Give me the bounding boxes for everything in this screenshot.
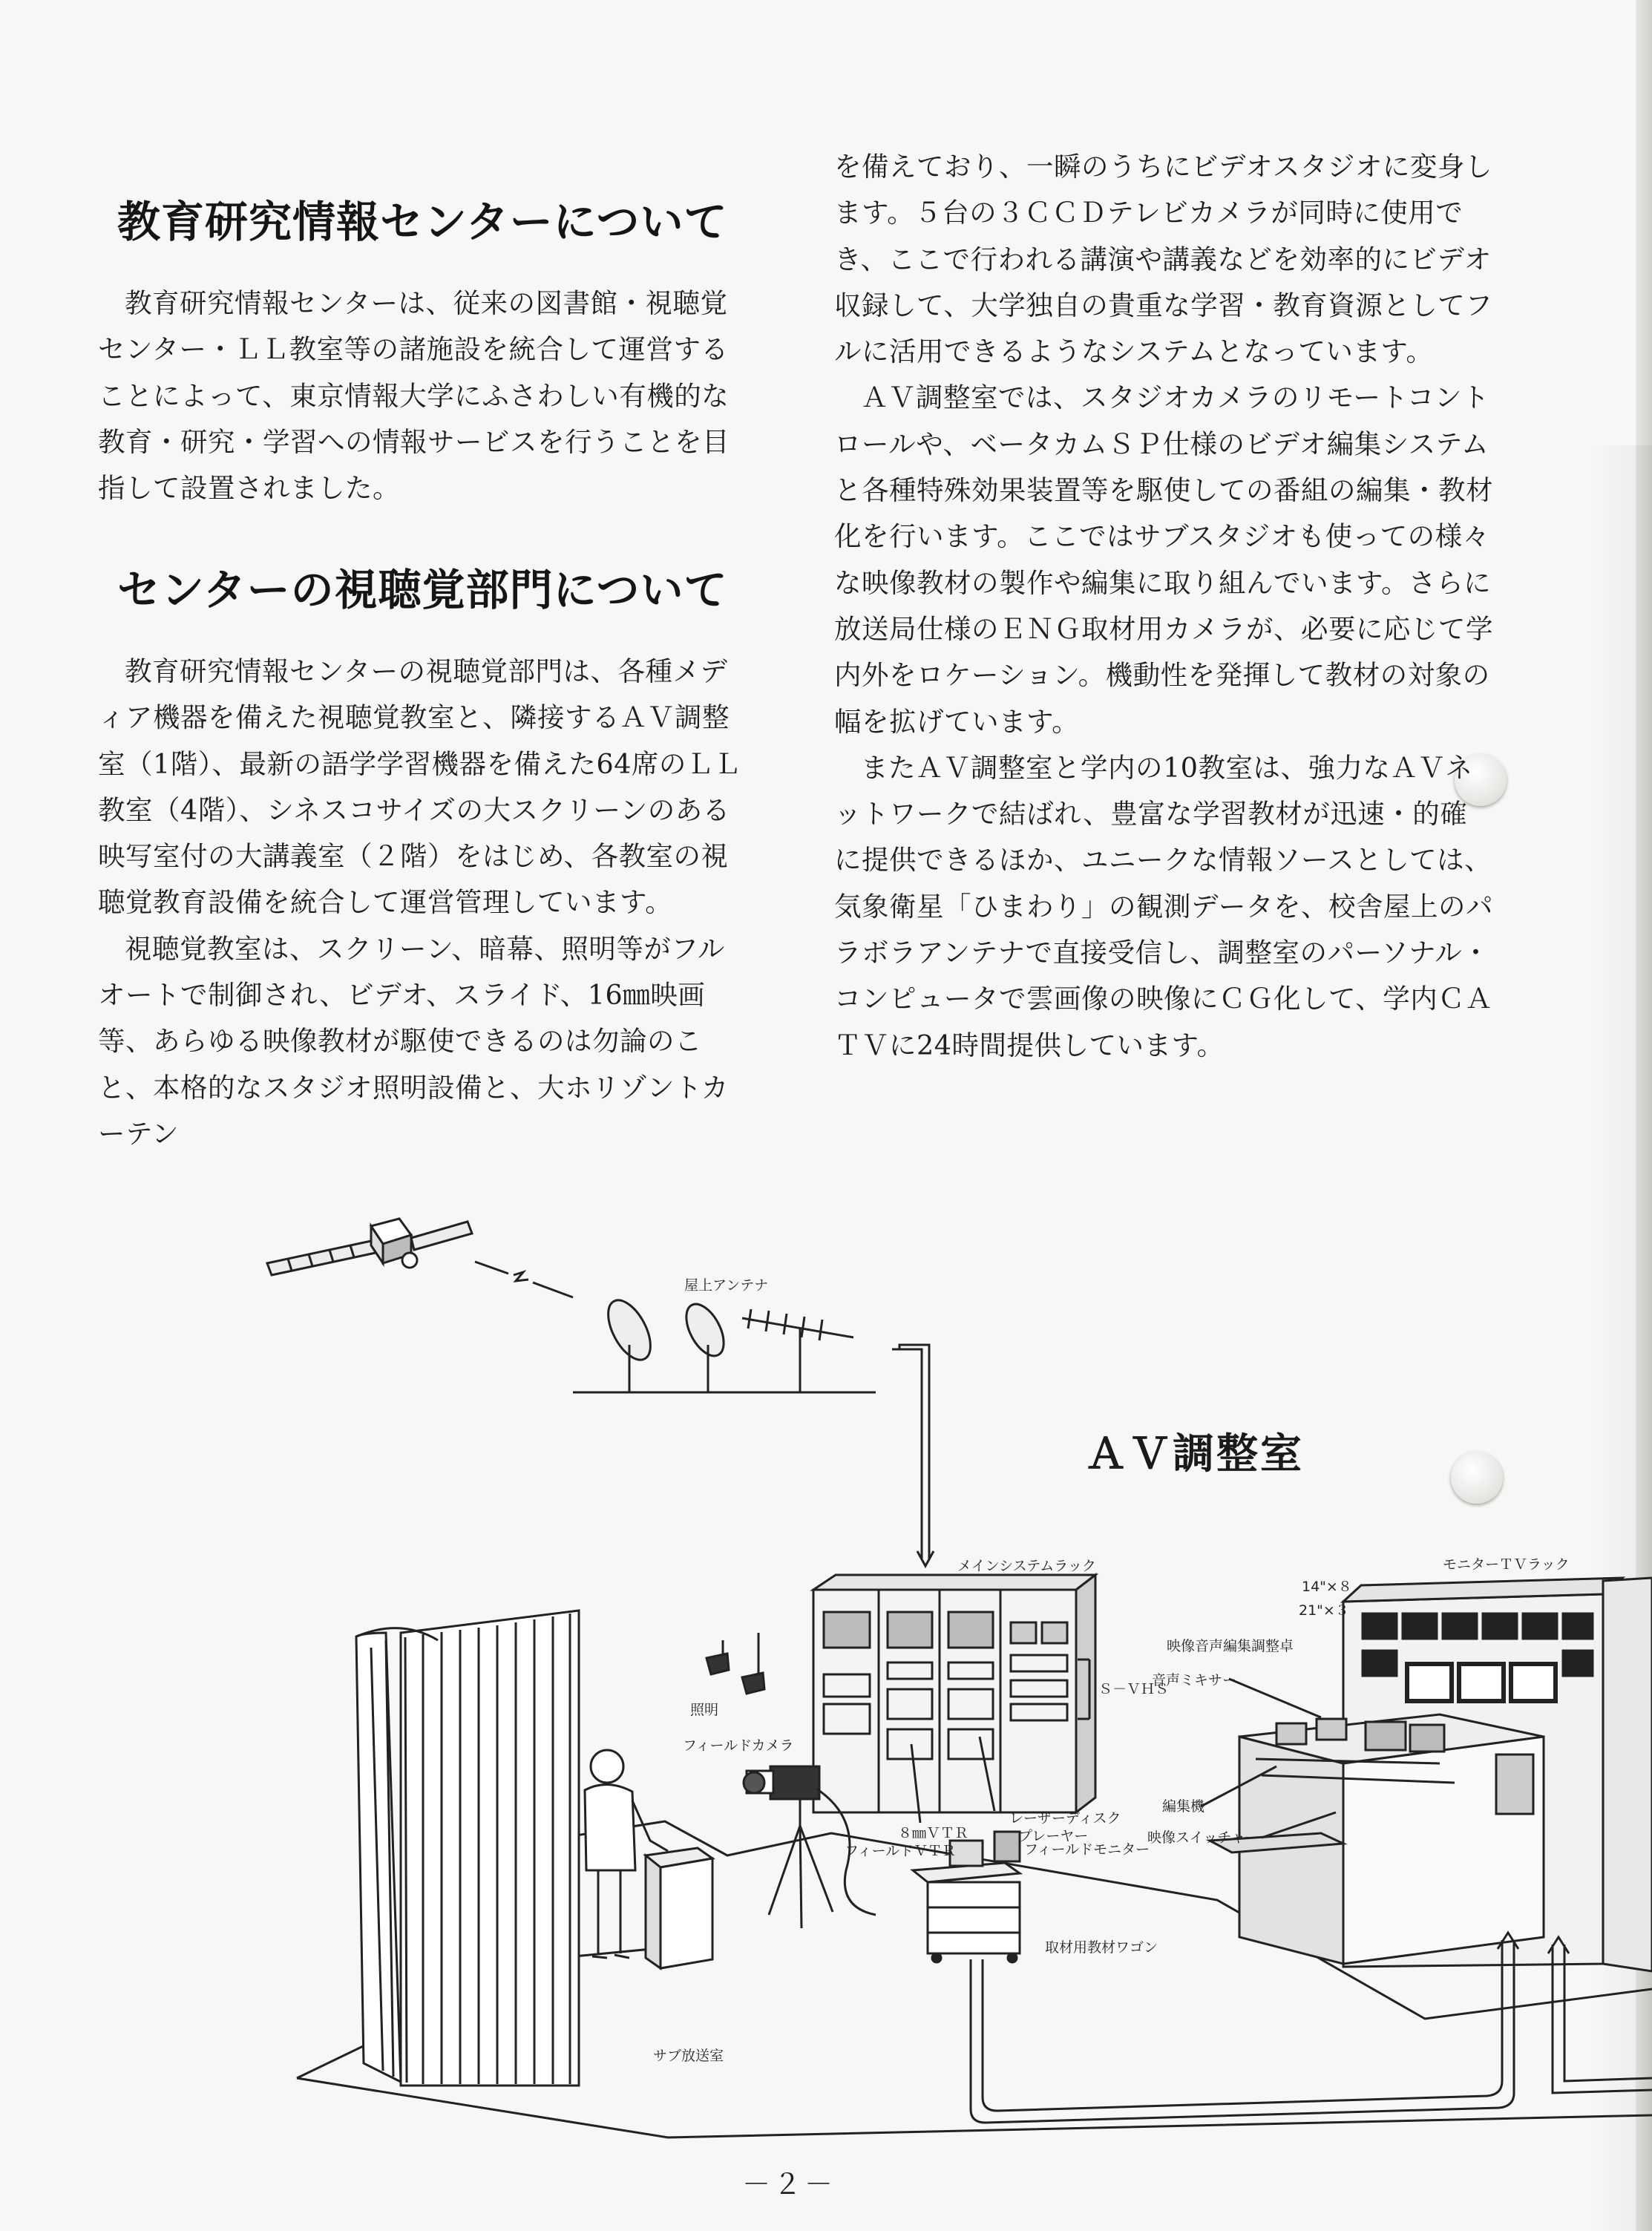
right-paragraph-1: を備えており、一瞬のうちにビデオスタジオに変身します。５台の３ＣＣＤテレビカメラが同時に使用でき、ここで行われる講演や講義などを効率的にビデオ収録して、大学独自の貴重な学習・教育資源としてフルに活用できるようなシステムとなっています。 (834, 151, 1493, 368)
label-field-camera: フィールドカメラ (683, 1737, 794, 1754)
right-column (834, 144, 1493, 1069)
label-field-vtr: フィールドＶＴＲ (845, 1843, 957, 1859)
label-editor: 編集機 (1162, 1798, 1205, 1815)
satellite-illustration (267, 1219, 573, 1297)
about-center-paragraph: 教育研究情報センターは、従来の図書館・視聴覚センター・ＬＬ教室等の諸施設を統合して運営することによって、東京情報大学にふさわしい有機的な教育・研究・学習への情報サービスを行うことを目指して設置されました。 (98, 287, 730, 505)
diagram-title: ＡＶ調整室 (1085, 1430, 1304, 1478)
label-wagon: 取材用教材ワゴン (1045, 1939, 1158, 1956)
label-audio-mixer: 音声ミキサー (1152, 1672, 1237, 1688)
label-svhs: Ｓ－ＶＨＳ (1098, 1681, 1170, 1697)
label-field-monitor: フィールドモニター (1024, 1841, 1150, 1858)
label-main-system-rack: メインシステムラック (957, 1558, 1096, 1574)
page-number: －２－ (742, 2168, 836, 2201)
equipment-wagon (845, 1832, 1158, 1962)
label-laser-disc-1: レーザーディスク (1009, 1810, 1121, 1827)
label-monitors-14: 14"×８ (1302, 1579, 1352, 1595)
label-editing-desk: 映像音声編集調整卓 (1167, 1638, 1294, 1654)
studio-lights (690, 1633, 764, 1718)
label-lighting: 照明 (690, 1702, 719, 1718)
main-system-rack (813, 1558, 1169, 1812)
rooftop-antennas (573, 1277, 934, 1566)
right-paragraph-2: ＡＶ調整室では、スタジオカメラのリモートコントロールや、ベータカムＳＰ仕様のビデオ編集システムと各種特殊効果装置等を駆使しての番組の編集・教材化を行います。ここではサブスタジオも使っての様々な映像教材の製作や編集に取り組んでいます。さらに放送局仕様のＥＮＧ取材用カメラが、必要に応じて学内外をロケーション。機動性を発揮して教材の対象の幅を拡げています。 (834, 381, 1493, 738)
av-department-paragraph-1: 教育研究情報センターの視聴覚部門は、各種メディア機器を備えた視聴覚教室と、隣接するＡＶ調整室（1階）、最新の語学学習機器を備えた64席のＬＬ教室（4階）、シネスコサイズの大スクリーンのある映写室付の大講義室（２階）をはじめ、各教室の視聴覚教育設備を統合して運営管理しています。 (98, 655, 741, 919)
sub-studio-presenter (585, 1750, 724, 2064)
left-column-bottom (98, 649, 750, 1157)
left-column-top (98, 281, 750, 511)
label-8mm-vtr: ８㎜ＶＴＲ (898, 1825, 969, 1841)
label-rooftop-antenna: 屋上アンテナ (684, 1277, 769, 1294)
label-monitors-21: 21"×３ (1299, 1602, 1349, 1619)
av-department-paragraph-2: 視聴覚教室は、スクリーン、暗幕、照明等がフルオートで制御され、ビデオ、スライド、16㎜映画等、あらゆる映像教材が駆使できるのは勿論のこと、本格的なスタジオ照明設備と、大ホリゾントカーテン (98, 932, 729, 1150)
label-monitor-rack: モニターＴＶラック (1443, 1556, 1570, 1573)
heading-av-department: センターの視聴覚部門について (117, 565, 728, 615)
horizon-curtain (356, 1611, 579, 2086)
label-sub-studio: サブ放送室 (653, 2048, 724, 2064)
heading-about-center: 教育研究情報センターについて (117, 197, 728, 247)
label-laser-disc-2: プレーヤー (1018, 1828, 1089, 1844)
label-video-switcher: 映像スイッチャー (1147, 1829, 1259, 1846)
av-room-illustration (252, 1173, 1652, 2167)
right-paragraph-3: またＡＶ調整室と学内の10教室は、強力なＡＶネットワークで結ばれ、豊富な学習教材が迅速・的確に提供できるほか、ユニークな情報ソースとしては、気象衛星「ひまわり」の観測データを、校舎屋上のパラボラアンテナで直接受信し、調整室のパーソナル・コンピュータで雲画像の映像にＣＧ化して、学内ＣＡＴＶに24時間提供しています。 (834, 751, 1493, 1061)
